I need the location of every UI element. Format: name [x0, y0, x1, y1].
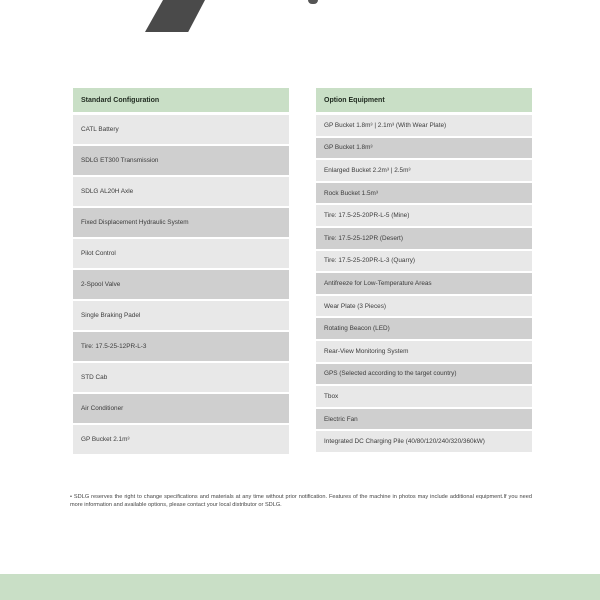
standard-item: SDLG AL20H Axle [73, 177, 289, 206]
option-item: Integrated DC Charging Pile (40/80/120/240/320/360kW) [316, 431, 532, 452]
standard-item: CATL Battery [73, 115, 289, 144]
option-item: Tire: 17.5-25-20PR-L-5 (Mine) [316, 205, 532, 226]
option-item: GPS (Selected according to the target country) [316, 364, 532, 385]
standard-configuration-table [73, 88, 289, 456]
standard-item: Single Braking Padel [73, 301, 289, 330]
decorative-heading-fragment [308, 0, 318, 4]
option-item: Rotating Beacon (LED) [316, 318, 532, 339]
standard-item: GP Bucket 2.1m³ [73, 425, 289, 454]
option-item: Enlarged Bucket 2.2m³ | 2.5m³ [316, 160, 532, 181]
option-item: Tire: 17.5-25-20PR-L-3 (Quarry) [316, 251, 532, 272]
option-item: Antifreeze for Low-Temperature Areas [316, 273, 532, 294]
option-item: Electric Fan [316, 409, 532, 430]
option-item: Tire: 17.5-25-12PR (Desert) [316, 228, 532, 249]
option-item: Tbox [316, 386, 532, 407]
option-equipment-header: Option Equipment [316, 88, 532, 112]
standard-item: Air Conditioner [73, 394, 289, 423]
standard-item: STD Cab [73, 363, 289, 392]
option-item: Rear-View Monitoring System [316, 341, 532, 362]
disclaimer-footnote: • SDLG reserves the right to change specifications and materials at any time without prior notification. Features of the machine in photos may include additional equipment.If you need more information and available options, please contact your local distributor or SDLG. [70, 493, 532, 508]
standard-item: Pilot Control [73, 239, 289, 268]
option-equipment-table [316, 88, 532, 454]
footer-band [0, 574, 600, 600]
standard-item: Tire: 17.5-25-12PR-L-3 [73, 332, 289, 361]
option-item: GP Bucket 1.8m³ | 2.1m³ (With Wear Plate) [316, 115, 532, 136]
option-item: Rock Bucket 1.5m³ [316, 183, 532, 204]
standard-item: 2-Spool Valve [73, 270, 289, 299]
option-item: GP Bucket 1.8m³ [316, 138, 532, 159]
standard-item: SDLG ET300 Transmission [73, 146, 289, 175]
standard-configuration-header: Standard Configuration [73, 88, 289, 112]
decorative-slash-graphic [145, 0, 205, 32]
option-item: Wear Plate (3 Pieces) [316, 296, 532, 317]
standard-item: Fixed Displacement Hydraulic System [73, 208, 289, 237]
